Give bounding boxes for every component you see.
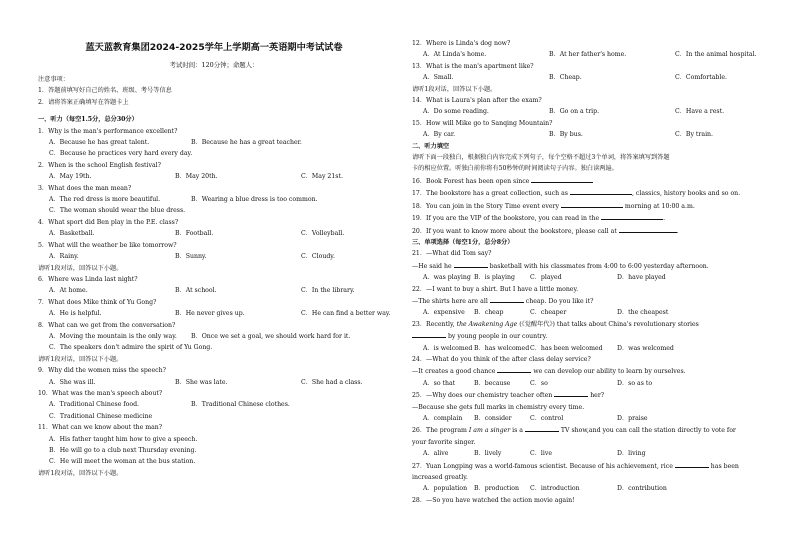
- question: [412, 365, 764, 377]
- question: [412, 330, 764, 342]
- answer-option[interactable]: B．production: [474, 485, 519, 493]
- answer-option[interactable]: A．Basketball.: [49, 230, 95, 238]
- answer-blank[interactable]: [412, 330, 446, 338]
- text: 26．The program: [412, 427, 467, 435]
- options-row: [38, 148, 390, 159]
- options-row: [38, 399, 390, 410]
- answer-blank[interactable]: [601, 212, 666, 223]
- question: —Because she gets full marks in chemistry every time.: [412, 403, 585, 411]
- answer-blank[interactable]: [675, 460, 709, 468]
- section-heading: 二、听力填空: [412, 142, 450, 150]
- options-row: [38, 456, 390, 467]
- answer-option[interactable]: B．lively: [474, 450, 502, 458]
- answer-option[interactable]: B．At school.: [175, 287, 217, 295]
- answer-option[interactable]: D．contribution: [617, 485, 667, 493]
- answer-option[interactable]: A．Traditional Chinese food.: [49, 401, 139, 409]
- answer-option[interactable]: A．Because he has great talent.: [49, 139, 150, 147]
- answer-option[interactable]: C．cheaper: [530, 309, 567, 317]
- text: by young people in our country.: [447, 333, 548, 341]
- answer-option[interactable]: A．expensive: [423, 309, 465, 317]
- text: basketball with his classmates from 4:00 to 6:00 yesterday afternoon.: [489, 262, 709, 270]
- text: .: [663, 215, 666, 223]
- instruction: 请听1段对话，回答以下小题。: [38, 355, 123, 363]
- text: 25．—Why does our chemistry teacher often: [412, 392, 553, 400]
- answer-option[interactable]: B．Cheap.: [549, 74, 582, 82]
- question: 15．How will Mike go to Sanqing Mountain?: [412, 119, 553, 127]
- answer-blank[interactable]: [554, 389, 588, 397]
- text: we can develop our ability to learn by ourselves.: [533, 368, 686, 376]
- text: —He said he: [412, 262, 452, 270]
- question: 2．When is the school English festival?: [38, 161, 161, 169]
- text: the Awakening Age: [456, 320, 518, 328]
- options-row: [412, 307, 764, 318]
- fill-item: [412, 175, 764, 187]
- question: 12．Where is Linda's dog now?: [412, 40, 511, 47]
- answer-blank[interactable]: [561, 200, 623, 208]
- answer-option[interactable]: D．praise: [617, 415, 648, 422]
- question: 11．What can we know about the man?: [38, 424, 163, 432]
- fill-item: [412, 212, 764, 224]
- text: , classics, history books and so on.: [631, 190, 741, 198]
- question: [412, 389, 764, 401]
- page-title: 蓝天蓝教育集团2024-2025学年上学期高一英语期中考试试卷: [85, 42, 343, 53]
- answer-blank[interactable]: [454, 260, 488, 268]
- question: 6．Where was Linda last night?: [38, 275, 138, 283]
- question: 5．What will the weather be like tomorrow?: [38, 241, 177, 249]
- text: 18．You can join in the Story Time event every: [412, 202, 559, 210]
- answer-option[interactable]: B．has welcomed: [474, 344, 530, 352]
- listening-questions-continued: [412, 38, 764, 141]
- answer-option[interactable]: A．May 19th.: [49, 173, 92, 181]
- options-row: [412, 272, 764, 283]
- text: is a: [512, 427, 523, 435]
- answer-blank[interactable]: [525, 424, 559, 432]
- answer-option[interactable]: B．May 20th.: [175, 173, 218, 181]
- text: —It creates a good chance: [412, 368, 496, 376]
- options-row: [412, 448, 764, 459]
- text: 16．Book Forest has been open since: [412, 177, 530, 185]
- answer-option[interactable]: B．Go on a trip.: [549, 108, 600, 116]
- answer-option[interactable]: D．have played: [617, 274, 666, 282]
- question: your favorite singer.: [412, 438, 476, 446]
- answer-option[interactable]: A．The red dress is more beautiful.: [49, 196, 161, 204]
- answer-option[interactable]: C．By train.: [675, 131, 713, 139]
- answer-blank[interactable]: [531, 175, 593, 183]
- instruction: 请听1段对话，回答以下小题。: [38, 469, 123, 477]
- note-item: 2．请将答案正确填写在答题卡上: [38, 98, 129, 106]
- answer-option[interactable]: B．consider: [474, 415, 512, 422]
- answer-option[interactable]: B．By bus.: [549, 131, 583, 139]
- options-row: [38, 445, 390, 456]
- options-row: [38, 205, 390, 216]
- answer-blank[interactable]: [497, 365, 531, 373]
- options-row: [412, 483, 764, 494]
- answer-option[interactable]: C．introduction: [530, 485, 580, 493]
- options-row: [38, 331, 390, 342]
- section-intro: 卡的相应位置。听独白前你将有50秒钟的时间阅读句子内容。独白读两遍。: [412, 165, 618, 173]
- options-row: [38, 434, 390, 445]
- answer-option[interactable]: B．Traditional Chinese clothes.: [191, 401, 290, 409]
- answer-option[interactable]: B．is playing: [474, 274, 515, 282]
- options-row: [412, 72, 764, 83]
- question: [412, 260, 764, 272]
- answer-option[interactable]: A．complain: [423, 415, 463, 422]
- answer-option[interactable]: C．Volleyball.: [301, 230, 345, 238]
- text: —The shirts here are all: [412, 297, 488, 305]
- options-row: [38, 285, 390, 296]
- options-row: [412, 129, 764, 140]
- answer-option[interactable]: A．Moving the mountain is the only way.: [49, 332, 177, 340]
- question: [412, 295, 764, 307]
- answer-option[interactable]: C．control: [530, 415, 564, 422]
- answer-option[interactable]: B．Wearing a blue dress is too common.: [191, 196, 318, 204]
- answer-blank[interactable]: [570, 187, 632, 195]
- question: 10．What was the man's speech about?: [38, 389, 163, 397]
- answer-option[interactable]: C．In the library.: [301, 287, 355, 295]
- listening-questions: [38, 126, 390, 480]
- question: 22．—I want to buy a shirt. But I have a little money.: [412, 285, 579, 293]
- options-row: [38, 411, 390, 422]
- answer-option[interactable]: C．has been welcomed: [530, 344, 603, 352]
- answer-option[interactable]: C．The woman should wear the blue dress.: [49, 207, 186, 215]
- question: [412, 460, 764, 472]
- right-column: [412, 38, 764, 506]
- question: [412, 424, 764, 436]
- answer-option[interactable]: C．The speakers don't admire the spirit of Yu Gong.: [49, 344, 213, 352]
- question: increased greatly.: [412, 474, 468, 482]
- options-row: [38, 308, 390, 319]
- answer-option[interactable]: C．She had a class.: [301, 378, 363, 386]
- question: 7．What does Mike think of Yu Gong?: [38, 298, 157, 306]
- answer-option[interactable]: B．He never gives up.: [175, 310, 245, 318]
- question: [412, 319, 764, 330]
- instruction: 请听1段对话，回答以下小题。: [412, 85, 497, 93]
- options-row: [38, 342, 390, 353]
- text: 19．If you are the VIP of the bookstore, you can read in the: [412, 215, 600, 223]
- options-row: [38, 228, 390, 239]
- answer-option[interactable]: C．Cloudy.: [301, 253, 335, 261]
- notes-heading: 注意事项：: [38, 76, 69, 83]
- question: 1．Why is the man's performance excellent?: [38, 127, 178, 135]
- options-row: [412, 378, 764, 389]
- note-item: 1．答题前填写好自己的姓名、班级、考号等信息: [38, 87, 172, 95]
- answer-option[interactable]: B．Because he has a great teacher.: [191, 139, 302, 147]
- answer-option[interactable]: C．He will meet the woman at the bus station.: [49, 458, 196, 466]
- fill-item: [412, 225, 764, 237]
- options-row: [412, 106, 764, 117]
- options-row: [412, 343, 764, 354]
- answer-option[interactable]: A．so that: [423, 379, 456, 387]
- answer-option[interactable]: C．He can find a better way.: [301, 310, 391, 318]
- answer-option[interactable]: A．was playing: [423, 274, 471, 282]
- answer-option[interactable]: C．live: [530, 450, 553, 458]
- options-row: [412, 49, 764, 60]
- answer-option[interactable]: C．so: [530, 379, 548, 387]
- answer-option[interactable]: B．Football.: [175, 230, 214, 238]
- answer-option[interactable]: A．By car.: [423, 131, 456, 139]
- answer-option[interactable]: B．Once we set a goal, we should work hard for it.: [191, 332, 351, 340]
- instruction: 请听1段对话，回答以下小题。: [38, 264, 123, 272]
- answer-option[interactable]: C．Because he practices very hard every day.: [49, 150, 193, 158]
- question: 3．What does the man mean?: [38, 184, 132, 192]
- answer-option[interactable]: B．cheap: [474, 309, 504, 317]
- answer-option[interactable]: A．At home.: [49, 287, 88, 295]
- answer-option[interactable]: A．Small.: [423, 74, 454, 82]
- text: 27．Yuan Longping was a world-famous scientist. Because of his achievement, rice: [412, 462, 673, 470]
- answer-option[interactable]: A．He is helpful.: [49, 310, 102, 318]
- answer-blank[interactable]: [619, 225, 677, 233]
- question: 21．—What did Tom say?: [412, 250, 492, 258]
- options-row: [412, 413, 764, 424]
- options-row: [38, 194, 390, 205]
- question: 4．What sport did Ben play in the P.E. class?: [38, 218, 179, 226]
- answer-option[interactable]: A．Do some reading.: [423, 108, 489, 116]
- answer-option[interactable]: B．because: [474, 379, 511, 387]
- answer-option[interactable]: B．She was late.: [175, 378, 228, 386]
- answer-option[interactable]: A．Rainy.: [49, 253, 79, 261]
- answer-option[interactable]: B．At her father's home.: [549, 51, 627, 59]
- answer-option[interactable]: C．played: [530, 274, 562, 282]
- answer-option[interactable]: A．She was ill.: [49, 378, 96, 386]
- answer-blank[interactable]: [490, 295, 524, 303]
- text: 23．Recently,: [412, 320, 455, 328]
- answer-option[interactable]: C．Comfortable.: [675, 74, 727, 82]
- answer-option[interactable]: D．the cheapest: [617, 309, 669, 317]
- text: .: [676, 227, 679, 235]
- question: 28．—So you have watched the action movie again!: [412, 496, 575, 504]
- answer-option[interactable]: A．population: [423, 485, 468, 493]
- text: (《觉醒年代》) that talks about China's revolutionary stories: [519, 320, 699, 328]
- text: her?: [590, 392, 605, 400]
- left-column: [38, 74, 390, 479]
- question: 13．What is the man's apartment like?: [412, 62, 534, 70]
- options-row: [38, 377, 390, 388]
- text: cheap. Do you like it?: [525, 297, 594, 305]
- text: I am a singer: [468, 427, 511, 435]
- question: 8．What can we get from the conversation?: [38, 321, 176, 329]
- answer-option[interactable]: C．Traditional Chinese medicine: [49, 412, 153, 420]
- text: has been: [710, 462, 739, 470]
- fill-item: [412, 187, 764, 199]
- text: 20．If you want to know more about the bookstore, please call at: [412, 227, 617, 235]
- answer-option[interactable]: C．In the animal hospital.: [675, 51, 757, 59]
- answer-option[interactable]: A．alive: [423, 450, 449, 458]
- question: 14．What is Laura's plan after the exam?: [412, 97, 542, 105]
- answer-option[interactable]: D．living: [617, 450, 646, 458]
- answer-option[interactable]: C．May 21st.: [301, 173, 343, 181]
- text: 17．The bookstore has a great collection, such as: [412, 190, 568, 198]
- options-row: [38, 171, 390, 182]
- exam-subtitle: 考试时间：120分钟；命题人：: [169, 61, 259, 69]
- options-row: [38, 251, 390, 262]
- options-row: [38, 137, 390, 148]
- answer-option[interactable]: B．He will go to a club next Thursday evening.: [49, 447, 197, 454]
- answer-option[interactable]: D．was welcomed: [617, 344, 674, 352]
- answer-option[interactable]: D．so as to: [617, 379, 653, 387]
- text: TV show,and you can call the station directly to vote for: [560, 427, 736, 435]
- answer-option[interactable]: A．is welcomed: [423, 344, 473, 352]
- answer-option[interactable]: A．At Linda's home.: [423, 51, 487, 59]
- question: 24．—What do you think of the after class delay service?: [412, 355, 591, 363]
- answer-option[interactable]: A．His father taught him how to give a speech.: [49, 435, 198, 443]
- answer-option[interactable]: C．Have a rest.: [675, 108, 725, 116]
- section-intro: 请听下面一段独白，根据独白内容完成下列句子，每个空格不超过3个单词，将答案填写到答题: [412, 154, 670, 162]
- section-heading: 三、单项选择（每空1分，总分8分）: [412, 238, 514, 246]
- question: 9．Why did the women miss the speech?: [38, 367, 166, 375]
- section-heading: 一、听力（每空1.5分，总分30分）: [38, 116, 138, 124]
- text: morning at 10:00 a.m.: [622, 202, 695, 210]
- answer-option[interactable]: B．Sunny.: [175, 253, 207, 261]
- fill-item: [412, 200, 764, 212]
